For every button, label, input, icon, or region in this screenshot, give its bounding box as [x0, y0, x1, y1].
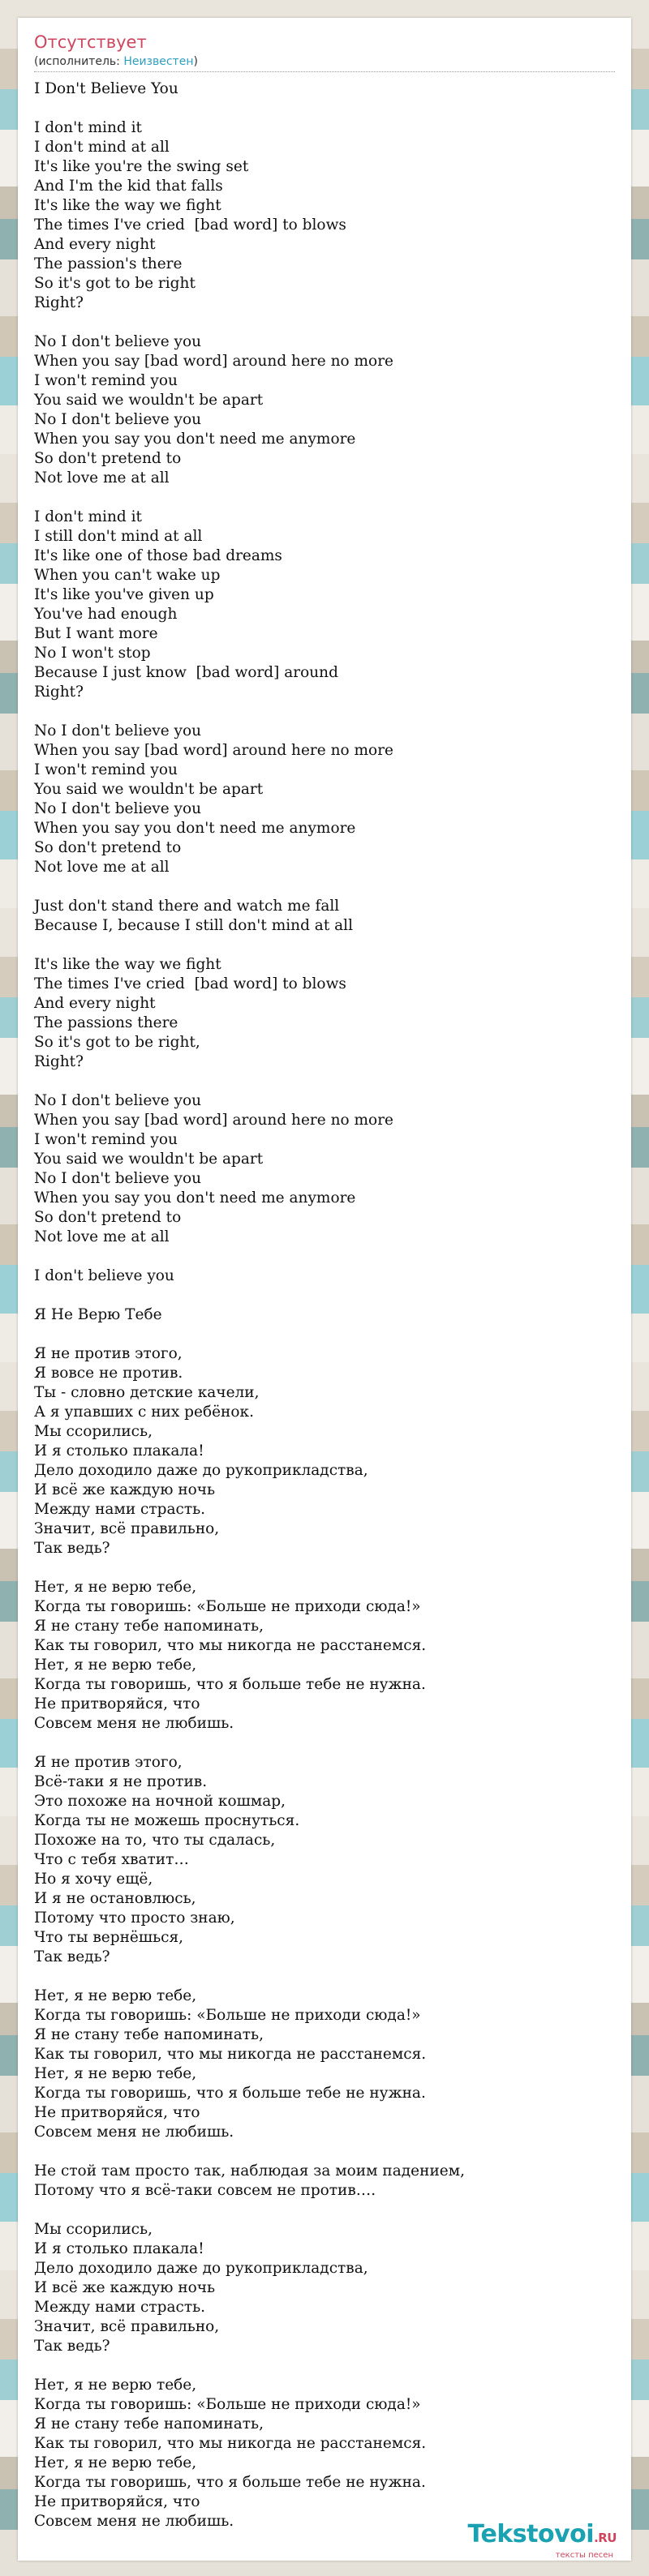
lyrics-blank-line: [34, 702, 615, 722]
lyrics-line: It's like you're the swing set: [34, 158, 249, 175]
artist-prefix: (исполнитель:: [34, 55, 124, 68]
lyrics-line: Совсем меня не любишь.: [34, 2124, 234, 2141]
lyrics-line: So don't pretend to: [34, 839, 182, 856]
lyrics-line: Так ведь?: [34, 1540, 110, 1557]
lyrics-line: So it's got to be right: [34, 275, 196, 292]
lyrics-line: No I don't believe you: [34, 333, 202, 350]
lyrics-line: Нет, я не верю тебе,: [34, 2065, 197, 2082]
lyrics-line: And I'm the kid that falls: [34, 178, 223, 195]
lyrics-line: Совсем меня не любишь.: [34, 1715, 234, 1732]
lyrics-line: And every night: [34, 236, 156, 253]
lyrics-line: Так ведь?: [34, 1948, 110, 1965]
lyrics-line: I don't mind it: [34, 119, 142, 136]
lyrics-line: Right?: [34, 1053, 84, 1070]
lyrics-line: И всё же каждую ночь: [34, 2279, 216, 2296]
lyrics-line: Когда ты говоришь: «Больше не приходи сюда!»: [34, 2396, 421, 2413]
lyrics-line: Значит, всё правильно,: [34, 2318, 220, 2335]
lyrics-line: Когда ты говоришь, что я больше тебе не нужна.: [34, 2085, 426, 2102]
lyrics-line: I don't believe you: [34, 1267, 174, 1284]
lyrics-line: Я не стану тебе напоминать,: [34, 2026, 264, 2043]
lyrics-line: Когда ты не можешь проснуться.: [34, 1812, 300, 1829]
song-title: Отсутствует: [34, 32, 147, 52]
lyrics-line: Как ты говорил, что мы никогда не расстанемся.: [34, 1637, 427, 1654]
lyrics-line: Не притворяйся, что: [34, 1695, 200, 1712]
lyrics-line: You said we wouldn't be apart: [34, 392, 264, 409]
lyrics-line: The times I've cried [bad word] to blows: [34, 975, 346, 992]
lyrics-line: The times I've cried [bad word] to blows: [34, 216, 346, 234]
logo-name: Tekstovoi: [467, 2520, 595, 2548]
logo-tld: .RU: [594, 2531, 617, 2545]
lyrics-blank-line: [34, 2142, 615, 2162]
lyrics-line: Not love me at all: [34, 469, 170, 486]
lyrics-line: It's like the way we fight: [34, 197, 221, 214]
lyrics-line: А я упавших с них ребёнок.: [34, 1404, 254, 1421]
lyrics-line: So it's got to be right,: [34, 1034, 200, 1051]
lyrics-blank-line: [34, 1558, 615, 1578]
logo-wordmark: [468, 2522, 617, 2551]
lyrics-line: No I don't believe you: [34, 1092, 202, 1109]
lyrics-line: Ты - словно детские качели,: [34, 1384, 260, 1401]
lyrics-line: Because I, because I still don't mind at all: [34, 917, 354, 934]
lyrics-line: Я не против этого,: [34, 1345, 183, 1362]
lyrics-line: Но я хочу ещё,: [34, 1871, 153, 1888]
artist-suffix: ): [193, 55, 198, 68]
lyrics-line: И я столько плакала!: [34, 1442, 204, 1459]
song-header: [34, 31, 615, 72]
lyrics-line: Что с тебя хватит…: [34, 1851, 189, 1868]
lyrics-line: You said we wouldn't be apart: [34, 1151, 264, 1168]
lyrics-blank-line: [34, 99, 615, 118]
lyrics-line: No I don't believe you: [34, 411, 202, 428]
lyrics-line: Что ты вернёшься,: [34, 1929, 184, 1946]
lyrics-line: Когда ты говоришь: «Больше не приходи сюда!»: [34, 2007, 421, 2024]
lyrics-line: Not love me at all: [34, 859, 170, 876]
lyrics-line: Как ты говорил, что мы никогда не расстанемся.: [34, 2435, 427, 2452]
lyrics-line: When you say you don't need me anymore: [34, 820, 356, 837]
lyrics-line: So don't pretend to: [34, 450, 182, 467]
lyrics-line: I won't remind you: [34, 372, 178, 389]
lyrics-line: Нет, я не верю тебе,: [34, 1987, 197, 2004]
lyrics-line: Because I just know [bad word] around: [34, 664, 338, 681]
lyrics-line: It's like one of those bad dreams: [34, 547, 282, 564]
lyrics-line: When you say [bad word] around here no more: [34, 1112, 393, 1129]
lyrics-line: And every night: [34, 995, 156, 1012]
lyrics-line: I won't remind you: [34, 1131, 178, 1148]
lyrics-line: Не притворяйся, что: [34, 2493, 200, 2510]
lyrics-line: You said we wouldn't be apart: [34, 781, 264, 798]
lyrics-blank-line: [34, 936, 615, 955]
lyrics-line: Как ты говорил, что мы никогда не расстанемся.: [34, 2046, 427, 2063]
lyrics-line: But I want more: [34, 625, 158, 642]
lyrics-line: Нет, я не верю тебе,: [34, 2377, 197, 2394]
lyrics-line: Я не против этого,: [34, 1754, 183, 1771]
lyrics-blank-line: [34, 1734, 615, 1753]
lyrics-line: Не притворяйся, что: [34, 2104, 200, 2121]
lyrics-line: I don't mind at all: [34, 139, 170, 156]
lyrics-blank-line: [34, 877, 615, 897]
lyrics-line: I don't mind it: [34, 508, 142, 525]
lyrics-line: Just don't stand there and watch me fall: [34, 898, 340, 915]
lyrics-line: Нет, я не верю тебе,: [34, 1579, 197, 1596]
lyrics-line: When you can't wake up: [34, 567, 221, 584]
lyrics-line: Я Не Верю Тебе: [34, 1306, 162, 1323]
lyrics-blank-line: [34, 313, 615, 332]
lyrics-line: Дело доходило даже до рукоприкладства,: [34, 2260, 368, 2277]
lyrics-line: Not love me at all: [34, 1228, 170, 1245]
lyrics-line: The passion's there: [34, 255, 183, 272]
site-logo[interactable]: [468, 2522, 617, 2561]
lyrics-line: Совсем меня не любишь.: [34, 2513, 234, 2530]
lyrics-line: Мы ссорились,: [34, 1423, 153, 1440]
lyrics-line: Когда ты говоришь, что я больше тебе не нужна.: [34, 1676, 426, 1693]
lyrics-text: [34, 79, 615, 2531]
lyrics-line: Right?: [34, 684, 84, 701]
lyrics-line: When you say [bad word] around here no more: [34, 742, 393, 759]
lyrics-line: No I don't believe you: [34, 1170, 202, 1187]
lyrics-line: I Don't Believe You: [34, 80, 178, 97]
lyrics-line: The passions there: [34, 1014, 178, 1031]
lyrics-blank-line: [34, 1325, 615, 1344]
lyrics-line: Когда ты говоришь, что я больше тебе не нужна.: [34, 2474, 426, 2491]
lyrics-line: Right?: [34, 294, 84, 311]
lyrics-line: Потому что я всё-таки совсем не против….: [34, 2182, 376, 2199]
lyrics-line: When you say you don't need me anymore: [34, 1189, 356, 1207]
lyrics-line: Я вовсе не против.: [34, 1365, 183, 1382]
lyrics-line: И я не остановлюсь,: [34, 1890, 196, 1907]
lyrics-line: Нет, я не верю тебе,: [34, 1657, 197, 1674]
artist-line: [34, 54, 615, 72]
lyrics-blank-line: [34, 1247, 615, 1267]
lyrics-line: You've had enough: [34, 606, 178, 623]
lyrics-blank-line: [34, 2356, 615, 2376]
lyrics-line: When you say you don't need me anymore: [34, 431, 356, 448]
lyrics-blank-line: [34, 1072, 615, 1091]
lyrics-line: Не стой там просто так, наблюдая за моим падением,: [34, 2162, 465, 2180]
lyrics-line: Когда ты говоришь: «Больше не приходи сюда!»: [34, 1598, 421, 1615]
lyrics-line: И всё же каждую ночь: [34, 1481, 216, 1498]
lyrics-line: Я не стану тебе напоминать,: [34, 1618, 264, 1635]
logo-tagline: тексты песен: [555, 2551, 613, 2560]
lyrics-line: No I don't believe you: [34, 800, 202, 817]
lyrics-line: It's like the way we fight: [34, 956, 221, 973]
lyrics-line: So don't pretend to: [34, 1209, 182, 1226]
lyrics-line: Между нами страсть.: [34, 1501, 206, 1518]
lyrics-line: И я столько плакала!: [34, 2240, 204, 2257]
lyrics-blank-line: [34, 1967, 615, 1987]
lyrics-line: Я не стану тебе напоминать,: [34, 2415, 264, 2432]
lyrics-line: Нет, я не верю тебе,: [34, 2454, 197, 2471]
lyrics-line: Значит, всё правильно,: [34, 1520, 220, 1537]
lyrics-line: I won't remind you: [34, 761, 178, 778]
lyrics-line: Это похоже на ночной кошмар,: [34, 1793, 286, 1810]
lyrics-line: Всё-таки я не против.: [34, 1773, 208, 1790]
lyrics-line: No I won't stop: [34, 645, 151, 662]
lyrics-blank-line: [34, 2201, 615, 2220]
lyrics-line: Похоже на то, что ты сдалась,: [34, 1832, 276, 1849]
lyrics-line: It's like you've given up: [34, 586, 214, 603]
lyrics-line: Мы ссорились,: [34, 2221, 153, 2238]
lyrics-line: I still don't mind at all: [34, 528, 203, 545]
artist-link[interactable]: Неизвестен: [123, 55, 194, 68]
lyrics-blank-line: [34, 488, 615, 508]
lyrics-line: When you say [bad word] around here no more: [34, 353, 393, 370]
lyrics-line: No I don't believe you: [34, 722, 202, 739]
lyrics-card: [18, 18, 631, 2561]
lyrics-line: Так ведь?: [34, 2338, 110, 2355]
lyrics-line: Потому что просто знаю,: [34, 1909, 235, 1927]
lyrics-blank-line: [34, 1286, 615, 1305]
lyrics-line: Дело доходило даже до рукоприкладства,: [34, 1462, 368, 1479]
lyrics-line: Между нами страсть.: [34, 2299, 206, 2316]
